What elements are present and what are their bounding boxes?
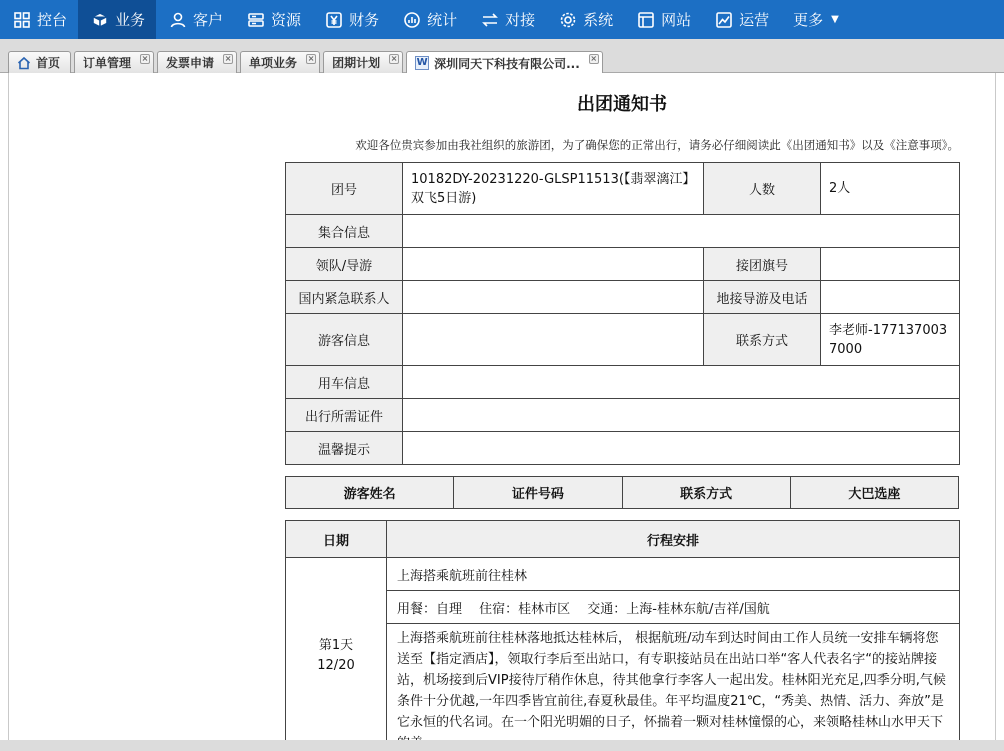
table-row	[286, 399, 960, 432]
website-icon	[637, 11, 655, 29]
table-header-row	[286, 521, 960, 558]
content-area	[8, 73, 996, 751]
day-number: 第1天	[318, 638, 354, 653]
nav-label: 对接	[505, 11, 536, 29]
table-row	[286, 215, 960, 248]
nav-item-website[interactable]	[624, 0, 702, 39]
tourist-label: 游客信息	[286, 314, 403, 366]
nav-item-business[interactable]	[78, 0, 156, 39]
tab-group-plan[interactable]	[323, 51, 403, 73]
nav-label: 资源	[271, 11, 302, 29]
nav-label: 运营	[739, 11, 770, 29]
guest-list-table	[285, 476, 959, 509]
nav-label: 财务	[349, 11, 380, 29]
tab-invoice-request[interactable]	[157, 51, 237, 73]
home-icon	[17, 56, 36, 70]
caret-down-icon: ▼	[831, 14, 839, 25]
local-guide-value	[821, 281, 960, 314]
finance-icon	[325, 11, 343, 29]
tab-label: 发票申请	[166, 56, 215, 70]
intro-text: 欢迎各位贵宾参加由我社组织的旅游团，为了确保您的正常出行，请务必仔细阅读此《出团通知书》以及《注意事项》。	[355, 138, 959, 152]
group-no-value: 10182DY-20231220-GLSP11513(【翡翠漓江】双飞5日游)	[403, 163, 704, 215]
itinerary-table	[285, 520, 960, 751]
tab-label: 首页	[36, 56, 61, 70]
close-icon[interactable]: ×	[224, 54, 232, 63]
close-icon[interactable]: ×	[141, 54, 149, 63]
nav-item-operation[interactable]	[702, 0, 780, 39]
group-info-table	[285, 162, 960, 465]
count-value: 2人	[821, 163, 960, 215]
exchange-icon	[481, 11, 499, 29]
cube-icon	[91, 11, 109, 29]
vehicle-value	[403, 366, 960, 399]
group-no-label: 团号	[286, 163, 403, 215]
contact-header: 联系方式	[622, 477, 790, 509]
bus-seat-header: 大巴选座	[790, 477, 958, 509]
tab-label: 订单管理	[83, 56, 132, 70]
table-row	[286, 314, 960, 366]
close-icon[interactable]: ×	[390, 54, 398, 63]
nav-label: 业务	[115, 11, 146, 29]
word-document-icon: W	[416, 57, 428, 68]
gather-value	[403, 215, 960, 248]
trend-icon	[715, 11, 733, 29]
documents-label: 出行所需证件	[286, 399, 403, 432]
route-text: 上海搭乘航班前往桂林	[387, 558, 960, 591]
departure-notice	[285, 73, 959, 751]
nav-item-statistics[interactable]	[390, 0, 468, 39]
user-icon	[169, 11, 187, 29]
chart-icon	[403, 11, 421, 29]
tab-label: 团期计划	[332, 56, 381, 70]
nav-label: 网站	[661, 11, 692, 29]
close-icon[interactable]: ×	[590, 54, 598, 63]
table-row	[286, 558, 960, 591]
layers-icon	[247, 11, 265, 29]
documents-value	[403, 399, 960, 432]
day-cell	[286, 558, 387, 751]
description-text: 上海搭乘航班前往桂林落地抵达桂林后， 根据航班/动车到达时间由工作人员统一安排车辆将您送至【指定酒店】，领取行李后至出站口，有专职接站员在出站口举“客人代表名字“的接站牌接站，机场接到后VIP接待厅稍作休息，待其他拿行李客人一起出发。桂林阳光充足,四季分明,气候条件十分优越,一年四季皆宜前往,春夏秋最佳。年平均温度21℃，“秀美、热情、活力、奔放”是它永恒的代名词。在一个阳光明媚的日子，怀揣着一颗对桂林憧憬的心，来领略桂林山水甲天下	[387, 624, 960, 751]
table-row	[286, 163, 960, 215]
nav-item-finance[interactable]	[312, 0, 390, 39]
nav-item-dashboard[interactable]	[0, 0, 78, 39]
table-row	[286, 432, 960, 465]
nav-label: 统计	[427, 11, 458, 29]
nav-label: 更多	[793, 11, 824, 29]
nav-item-more[interactable]	[780, 0, 850, 39]
tips-label: 温馨提示	[286, 432, 403, 465]
nav-label: 控台	[37, 11, 68, 29]
dashboard-icon	[13, 11, 31, 29]
tab-company-document[interactable]	[406, 51, 603, 74]
table-row	[286, 366, 960, 399]
emergency-value	[403, 281, 704, 314]
tab-home[interactable]	[8, 51, 71, 73]
table-row	[286, 248, 960, 281]
tips-value	[403, 432, 960, 465]
close-icon[interactable]: ×	[307, 54, 315, 63]
leader-value	[403, 248, 704, 281]
nav-item-integration[interactable]	[468, 0, 546, 39]
meals-text: 用餐：自理 住宿：桂林市区 交通：上海-桂林东航/吉祥/国航	[387, 591, 960, 624]
leader-label: 领队/导游	[286, 248, 403, 281]
flag-label: 接团旗号	[704, 248, 821, 281]
gear-icon	[559, 11, 577, 29]
tab-order-management[interactable]	[74, 51, 154, 73]
date-header: 日期	[286, 521, 387, 558]
nav-item-system[interactable]	[546, 0, 624, 39]
local-guide-label: 地接导游及电话	[704, 281, 821, 314]
nav-label: 系统	[583, 11, 614, 29]
day-date: 12/20	[317, 658, 355, 673]
flag-value	[821, 248, 960, 281]
top-nav	[0, 0, 1004, 39]
emergency-label: 国内紧急联系人	[286, 281, 403, 314]
nav-item-customer[interactable]	[156, 0, 234, 39]
contact-value: 李老师-1771370037000	[821, 314, 960, 366]
tab-strip	[0, 39, 1004, 73]
tab-single-business[interactable]	[240, 51, 320, 73]
page-title: 出团通知书	[577, 94, 667, 115]
tourist-value	[403, 314, 704, 366]
table-header-row	[286, 477, 959, 509]
count-label: 人数	[704, 163, 821, 215]
bottom-bar	[0, 740, 1004, 751]
gather-label: 集合信息	[286, 215, 403, 248]
guest-name-header: 游客姓名	[286, 477, 454, 509]
vehicle-label: 用车信息	[286, 366, 403, 399]
id-number-header: 证件号码	[454, 477, 622, 509]
tab-label: 单项业务	[249, 56, 298, 70]
nav-label: 客户	[193, 11, 224, 29]
table-row	[286, 624, 960, 751]
nav-item-resource[interactable]	[234, 0, 312, 39]
table-row	[286, 591, 960, 624]
schedule-header: 行程安排	[387, 521, 960, 558]
table-row	[286, 281, 960, 314]
contact-label: 联系方式	[704, 314, 821, 366]
tab-label: 深圳同天下科技有限公司...	[434, 56, 580, 71]
